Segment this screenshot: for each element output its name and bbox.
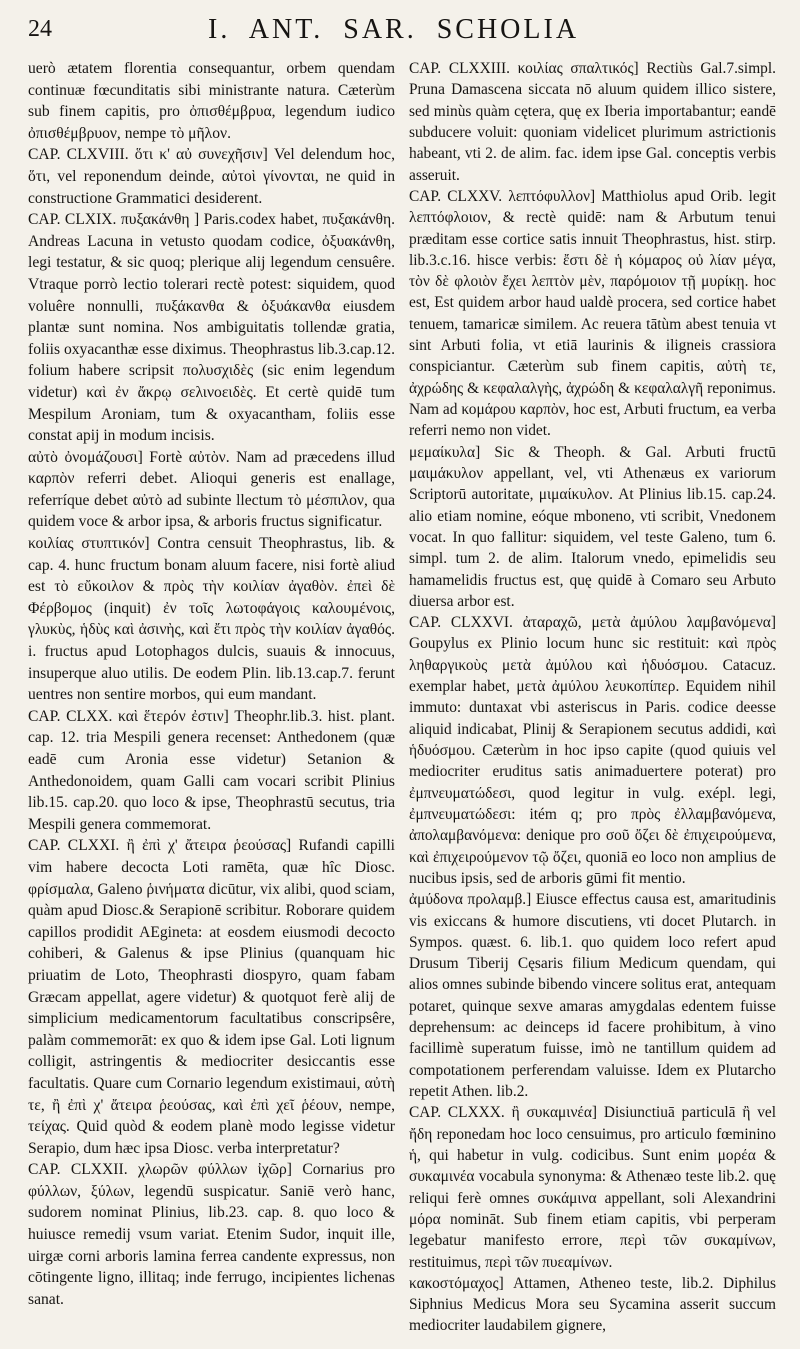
paragraph: κοιλίας στυπτικόν] Contra censuit Theophrastus, lib. & cap. 4. hunc fructum bonam aluum facere, nisi fortè aliud est τὸ εὔκοιλον & πρὸς τὴν κοιλίαν ἀγαθὸν. ἐπεὶ δὲ Φέρβομος (inquit) ἐν τοῖς λωτοφάγοις καλουμένοις, γλυκὺς, ἡδὺς καὶ ἀσινὴς, καὶ ἔτι πρὸς τὴν κοιλίαν ἀγαθός. i. fructus apud Lotophagos dulcis, suauis & innocuus, insuperque aluo utilis. De eodem Plin. lib.13.cap.7. ferunt uentres non sentire morbos, qui eum mandant. xyxy=(28,535,395,704)
page-number: 24 xyxy=(28,16,52,42)
paragraph: κακοστόμαχος] Attamen, Atheneo teste, lib.2. Diphilus Siphnius Medicus Mora seu Sycamina asserit succum mediocriter laudabilem gignere, xyxy=(409,1274,776,1335)
running-head xyxy=(28,14,776,58)
paragraph: CAP. CLXX. καὶ ἕτερόν ἐστιν] Theophr.lib.3. hist. plant. cap. 12. tria Mespili genera recenset: Anthedonem (quæ eadē cum Aronia esse videtur) Setanion & Anthedonoidem, quam Galli cam vocari scribit Plinius lib.15. cap.20. quo loco & ipse, Theophrastū secutus, tria Mespili genera commemorat. xyxy=(28,707,395,833)
running-title: I. ANT. SAR. SCHOLIA xyxy=(208,14,580,45)
paragraph: CAP. CLXXV. λεπτόφυλλον] Matthiolus apud Orib. legit λεπτόφλοιον, & rectè quidē: nam & Arbutum tenui præditam esse cortice satis innuit Theophrastus, hist. stirp. lib.3.c.16. hisce verbis: ἔστι δὲ ἡ κόμαρος οὐ λίαν μέγα, τὸν δὲ φλοιὸν ἔχει λεπτὸν μὲν, παρόμοιον τῇ μυρίκῃ. hoc est, Est quidem arbor haud ualdè procera, sed cortice habet tenuem, tamaricæ similem. Ac reuera tātùm abest tenuia vt sint Arbuti folia, vt etiā laurinis & iligneis crassiora conspiciantur. Cæterùm sub finem capitis, αὐτὴ τε, ἀχρώδης & κεφαλαλγὴς, ἀχρώδη & κεφαλαλγῆ reponimus. Nam ad κομάρου καρπὸν, hoc est, Arbuti fructum, ea verba referri nemo non videt. xyxy=(409,187,776,440)
paragraph: CAP. CLXVIII. ὅτι κ' αὐ συνεχῆσιν] Vel delendum hoc, ὅτι, vel reponendum deinde, αὐτοὶ γίνονται, ne quid in constructione Grammatici desiderent. xyxy=(28,146,395,207)
paragraph: ἀμύδονα προλαμβ.] Eiusce effectus causa est, amaritudinis vis exiccans & humore discutiens, vti docet Plutarch. in Sympos. quæst. 6. lib.1. quo quidem loco refert apud Drusum Tiberij Cęsaris filium Medicum quendam, qui alios omnes subinde bibendo vincere solitus erat, antequam potaret, quinque sexve amaras amygdalas edentem fuisse deprehensum: ac deinceps id facere prohibitum, à vino facillimè superatum fuisse, imò ne tantillum quidem ad compotationem perferendam valuisse. Idem ex Plutarcho repetit Athen. lib.2. xyxy=(409,891,776,1100)
paragraph: αὐτὸ ὀνομάζουσι] Fortè αὐτὸν. Nam ad præcedens illud καρπὸν referri debet. Alioqui generis est enallage, referríque debet αὐτὸ ad subinte llectum τὸ μέσπιλον, qua quidem voce & arbor ipsa, & arboris fructus significatur. xyxy=(28,448,395,531)
paragraph: uerò ætatem florentia consequantur, orbem quendam continuæ fœcunditatis sibi ministrante natura. Cæterùm sub finem capitis, pro ὀπισθέμβρυα, legendum iudico ὀπισθέμβρυον, nempe τὸ μῆλον. xyxy=(28,60,395,142)
paragraph: CAP. CLXXII. χλωρῶν φύλλων ἰχῶρ] Cornarius pro φύλλων, ξύλων, legendū suspicatur. Saniē verò hanc, sudorem nominat Plinius, lib.23. cap. 8. quo loco & huiusce remedij vsum variat. Etenim Sudor, inquit ille, uirgæ corni arboris lamina ferrea candente expressus, non cōtingente ligno, illitaq; inde ferrugo, incipientes lichenas sanat. xyxy=(28,1161,395,1308)
paragraph: μεμαίκυλα] Sic & Theoph. & Gal. Arbuti fructū μαιμάκυλον appellant, vel, vti Athenæus ex variorum Scriptorū autoritate, μιμαίκυλον. At Plinius lib.15. cap.24. alio etiam nomine, eóque mboneno, vti scribit, Vnedonem vocat. In quo fallitur: siquidem, vel teste Galeno, tum 6. simpl. tum 2. de alim. Italorum vnedo, epimelidis seu hamamelidis fructus est, quę quidē à Comaro seu Arbuto diuersa arbor est. xyxy=(409,443,776,610)
paragraph: CAP. CLXXX. ἢ συκαμινέα] Disiunctiuā particulā ἢ vel ἤδη reponedam hoc loco censuimus, pro articulo fœminino ἡ, qui habetur in vulg. codicibus. Sunt enim μορέα & συκαμινέα vocabula synonyma: & Athenæo teste lib.2. quę reliqui ferè omnes συκάμινα appellant, soli Alexandrini μόρα nomināt. Sub finem etiam capitis, vbi perperam legebatur manifesto errore, περὶ τῶν συκαμίνων, restituimus, περὶ τῶν πυεαμίνων. xyxy=(409,1104,776,1271)
paragraph: CAP. CLXXIII. κοιλίας σπαλτικός] Rectiùs Gal.7.simpl. Pruna Damascena siccata nō aluum quidem illico sistere, sed minùs quàm cętera, quę ex Iberia importabantur; eandē subducere voluit: quoniam videlicet plurimum astrictionis habeant, vti 2. de alim. fac. idem ipse Gal. conceptis verbis asseruit. xyxy=(409,60,776,184)
right-column xyxy=(409,58,776,1338)
paragraph: CAP. CLXXI. ἢ ἐπὶ χ' ἄτειρα ῥεούσας] Rufandi capilli vim habere decocta Loti ramēta, quæ hîc Diosc. φρίσμαλα, Galeno ῥινήματα dicūtur, vix alibi, quod sciam, quàm apud Diosc.& Serapionē scribitur. Roborare quidem capillos prodidit AEgineta: at eosdem eiusmodi decocto cohiberi, & Galenus & ipse Plinius (quanquam hic priuatim de Loto, Theophrasti diospyro, quam fabam Græcam appellat, agere videtur) & quotquot ferè alij de simplicium medicamentorum facultatibus conscripsêre, palàm commemorāt: ex quo & idem ipse Gal. Loti lignum colligit, astringentis & mediocriter desiccantis esse facultatis. Quare cum Cornario legendum existimaui, αὐτὴ τε, ἢ ἐπὶ χ' ἄτειρα ῥεούσας, καὶ ἐπὶ χεῖ ῥέουν, nempe, τείχας. Quid quòd & eodem planè modo legisse videtur Serapio, dum hæc ipsa Diosc. verba interpretatur? xyxy=(28,837,395,1157)
paragraph: CAP. CLXXVI. ἀταραχῶ, μετὰ ἀμύλου λαμβανόμενα] Goupylus ex Plinio locum hunc sic restituit: καὶ πρὸς ληθαργικοὺς μετὰ ἀμύλου καὶ ἡδυόσμου. Catacuz. exemplar habet, μετὰ ἀμύλου λευκοπίπερ. Equidem nihil immuto: duntaxat vbi asteriscus in Paris. codice deesse aliquid indicabat, Plinij & Serapionem secutus addidi, καὶ ἡδυόσμου. Cæterùm in hoc ipso capite (quod quiuis vel mediocriter eruditus satis animaduertere poterat) pro ἐμπνευματώδεσι, quod legitur in vulg. exépl. legi, ἐμπνευματώδεσι: itém q; pro πρὸς ἐλλαμβανόμενα, ἀπολαμβανόμενα: denique pro σοῦ ὄζει δὲ ἐπιχειρούμενα, καὶ ἐπιχειρούμενον τῷ ὄζει, quoniā eo loco non amplius de nucibus ipsis, sed de arboris gūmi fit mentio. xyxy=(409,614,776,887)
two-column-body xyxy=(28,58,776,1338)
paragraph: CAP. CLXIX. πυξακάνθη ] Paris.codex habet, πυξακάνθη. Andreas Lacuna in vetusto quodam codice, ὀξυακάνθη, legi testatur, & sic quoq; plerique alij legendum censuêre. Vtraque porrò lectio tolerari rectè potest: siquidem, quod voluêre nonnulli, πυξάκανθα & ὀξυάκανθα eiusdem plantæ sunt nomina. Nos ambiguitatis tollendæ gratia, foliis oxyacanthæ esse diximus. Theophrastus lib.3.cap.12. folium habere scripsit πολυσχιδὲς (sic enim legendum videtur) καὶ ἐν ἄκρῳ σελινοειδὲς. Et certè quidē tum Mespilum Aroniam, tum & oxyacantham, foliis esse constat apij in modum incisis. xyxy=(28,211,395,445)
left-column xyxy=(28,58,395,1338)
